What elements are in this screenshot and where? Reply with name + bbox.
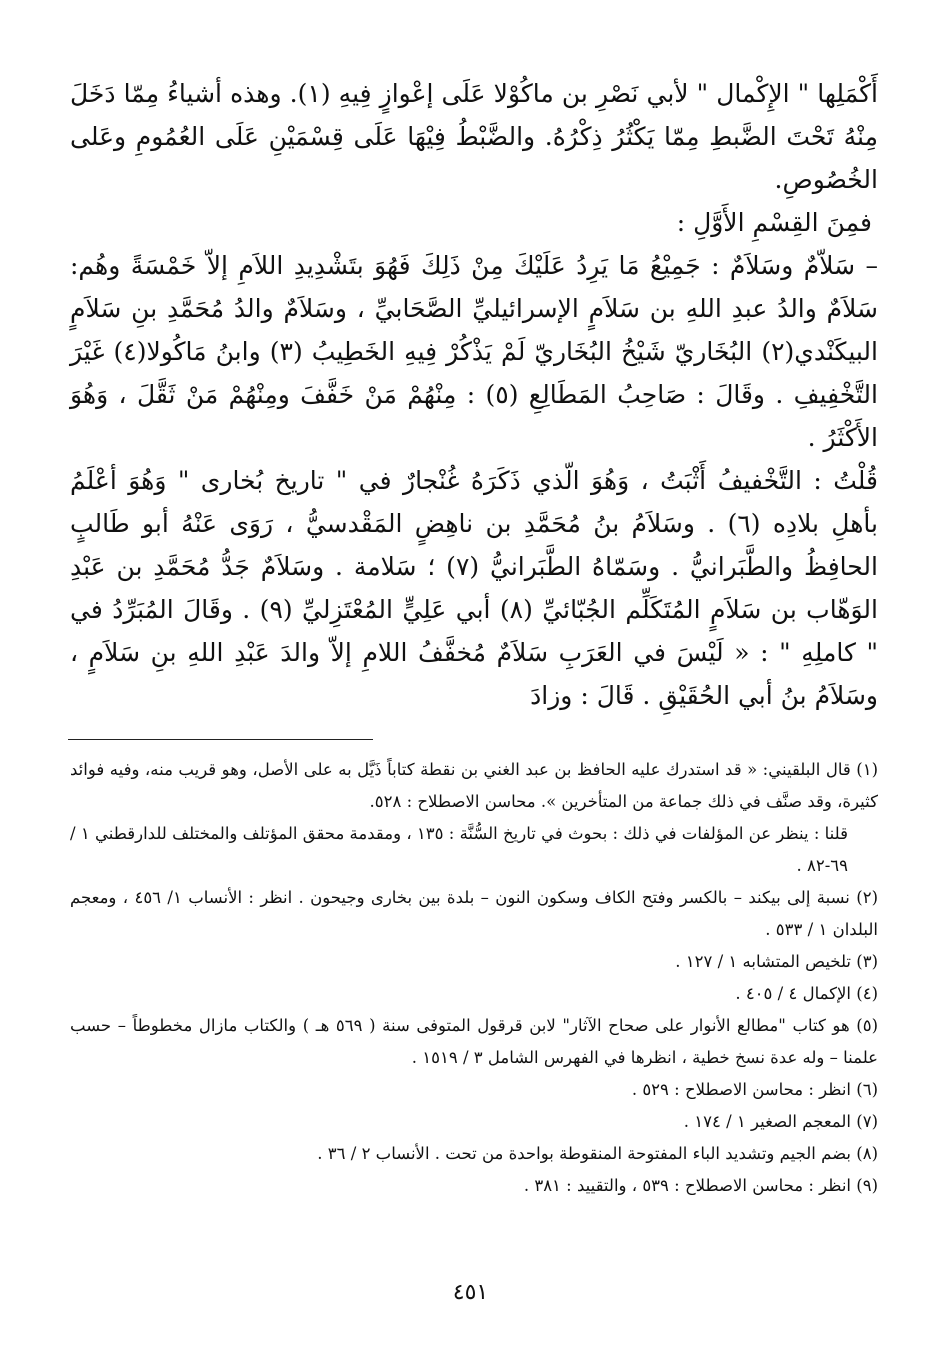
main-text (70, 72, 878, 717)
footnote-9: (٩) انظر : محاسن الاصطلاح : ٥٣٩ ، والتقييد : ٣٨١ . (523, 1176, 878, 1195)
footnote-8: (٨) بضم الجيم وتشديد الباء المفتوحة المنقوطة بواحدة من تحت . الأنساب ٢ / ٣٦ . (317, 1144, 878, 1163)
footnote-6: (٦) انظر : محاسن الاصطلاح : ٥٢٩ . (631, 1080, 878, 1099)
page-content (70, 72, 878, 1202)
section-heading: فمِنَ القِسْمِ الأَوَّلِ : (676, 208, 872, 237)
footnote-1: (١) قال البلقيني: « قد استدرك عليه الحافظ بن عبد الغني بن نقطة كتاباً ذَيَّل به على الأصل، وهو قريب منه، وفيه فوائد كثيرة، وقد صنَّف في ذلك جماعة من المتأخرين ». محاسن الاصطلاح : ٥٢٨. (70, 760, 878, 811)
footnote-1-note: قلنا : ينظر عن المؤلفات في ذلك : بحوث في تاريخ السُّنَّة : ١٣٥ ، ومقدمة محقق المؤتلف والمختلف للدارقطني ١ / ٦٩-٨٢ . (70, 824, 848, 875)
footnote-4: (٤) الإكمال ٤ / ٤٠٥ . (735, 984, 878, 1003)
paragraph-qultu: قُلْتُ : التَّخْفيفُ أَثْبَتُ ، وَهُوَ الّذي ذَكَرَهُ غُنْجارٌ في " تاريخ بُخارى " وَهُوَ أعْلَمُ بأهلِ بلادِه (٦) . وسَلاَمُ بنُ مُحَمَّدِ بن ناهِضٍ المَقْدسيُّ ، رَوَى عَنْهُ أبو طَالبٍ الحافِظُ والطَّبَرانيُّ . وسَمّاهُ الطَّبَرانيُّ (٧) ؛ سَلامة . وسَلاَمٌ جَدُّ مُحَمَّدِ بن عَبْدِ الوَهّاب بن سَلاَمٍ المُتَكَلِّم الجُبّائيِّ (٨) أبي عَلِيٍّ المُعْتَزِليِّ (٩) . وقَالَ المُبَرِّدُ في " كاملِهِ " : « لَيْسَ في العَرَبِ سَلاَمٌ مُخفَّفُ اللامِ إلاّ والدَ عَبْدِ اللهِ بنِ سَلاَمٍ ، وسَلاَمُ بنُ أبي الحُقَيْقِ . قَالَ : وزادَ (70, 466, 878, 710)
footnotes (70, 754, 878, 1202)
paragraph-sallam: – سَلاّمٌ وسَلاَمٌ : جَمِيْعُ مَا يَرِدُ عَلَيْكَ مِنْ ذَلِكَ فَهُوَ بتَشْدِيدِ اللاَمِ إلاّ خَمْسَةً وهُم: سَلاَمٌ والدُ عبدِ اللهِ بن سَلاَمٍ الإسرائيليِّ الصَّحَابيِّ ، وسَلاَمٌ والدُ مُحَمَّدِ بنِ سَلاَمٍ البيكَنْدي(٢) البُخَاريّ شَيْخُ البُخَاريّ لَمْ يَذْكُرْ فِيهِ الخَطِيبُ (٣) وابنُ مَاكُولا(٤) غَيْرَ التَّخْفِيفِ . وقَالَ : صَاحِبُ المَطَالِعِ (٥) : مِنْهُمْ مَنْ خَفَّفَ ومِنْهُمْ مَنْ ثَقَّلَ ، وَهُوَ الأَكْثَرُ . (70, 251, 878, 452)
footnote-3: (٣) تلخيص المتشابه ١ / ١٢٧ . (675, 952, 878, 971)
footnote-7: (٧) المعجم الصغير ١ / ١٧٤ . (683, 1112, 878, 1131)
footnote-divider (68, 739, 373, 740)
paragraph-intro: أَكْمَلِها " الإِكْمال " لأبي نَصْرِ بن ماكُوْلا عَلَى إعْوازٍ فِيهِ (١). وهذه أشياءُ مِمّا دَخَلَ مِنْهُ تَحْتَ الضَّبطِ مِمّا يَكْثُرُ ذِكْرُهُ. والضَّبْطُ فِيْهَا عَلَى قِسْمَيْنِ عَلَى العُمُومِ وعَلى الخُصُوصِ. (70, 79, 878, 194)
page-number: ٤٥١ (452, 1280, 489, 1305)
footnote-5: (٥) هو كتاب "مطالع الأنوار على صحاح الآثار" لابن قرقول المتوفى سنة ( ٥٦٩ هـ ) والكتاب مازال مخطوطاً – حسب علمنا – وله عدة نسخ خطية ، انظرها في الفهرس الشامل ٣ / ١٥١٩ . (70, 1016, 879, 1067)
footnote-2: (٢) نسبة إلى بيكند – بالكسر وفتح الكاف وسكون النون – بلدة بين بخارى وجيحون . انظر : الأنساب ١/ ٤٥٦ ، ومعجم البلدان ١ / ٥٣٣ . (70, 888, 879, 939)
